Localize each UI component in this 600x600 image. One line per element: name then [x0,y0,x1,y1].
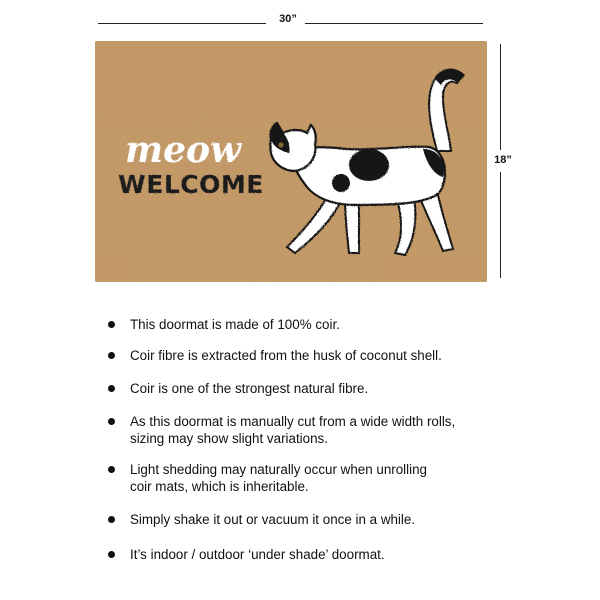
height-dimension-line-top [500,44,501,150]
cat-spot-shoulder [332,174,350,192]
bullet-icon [108,352,115,359]
doormat-illustration [95,41,487,282]
width-dimension-line-left [98,23,266,24]
mat-meow-text: meow [125,129,241,171]
feature-text: Coir fibre is extracted from the husk of coconut shell. [130,348,442,363]
width-dimension-label: 30” [279,13,297,25]
feature-item [106,347,442,364]
doormat-image [95,41,487,282]
cat-spot-back [349,149,389,181]
width-dimension [0,0,600,40]
feature-item [106,461,427,495]
feature-item [106,413,455,447]
feature-text: This doormat is made of 100% coir. [130,317,340,332]
feature-item [106,316,340,333]
bullet-icon [108,551,115,558]
feature-text: As this doormat is manually cut from a wide width rolls, sizing may show slight variations. [130,414,456,446]
height-dimension-label: 18” [488,152,518,168]
mat-welcome-text: WELCOME [118,170,264,199]
bullet-icon [108,516,115,523]
bullet-icon [108,321,115,328]
feature-text: It’s indoor / outdoor ‘under shade’ doormat. [130,547,385,562]
feature-text: Light shedding may naturally occur when unrolling coir mats, which is inheritable. [130,462,428,494]
feature-text: Coir is one of the strongest natural fibre. [130,381,369,396]
width-dimension-line-right [305,23,483,24]
feature-text: Simply shake it out or vacuum it once in a while. [130,512,416,527]
cat-eye [278,142,283,147]
bullet-icon [108,418,115,425]
feature-item [106,546,385,563]
height-dimension-line-bottom [500,172,501,278]
feature-item [106,380,368,397]
bullet-icon [108,385,115,392]
bullet-icon [108,466,115,473]
feature-item [106,511,415,528]
